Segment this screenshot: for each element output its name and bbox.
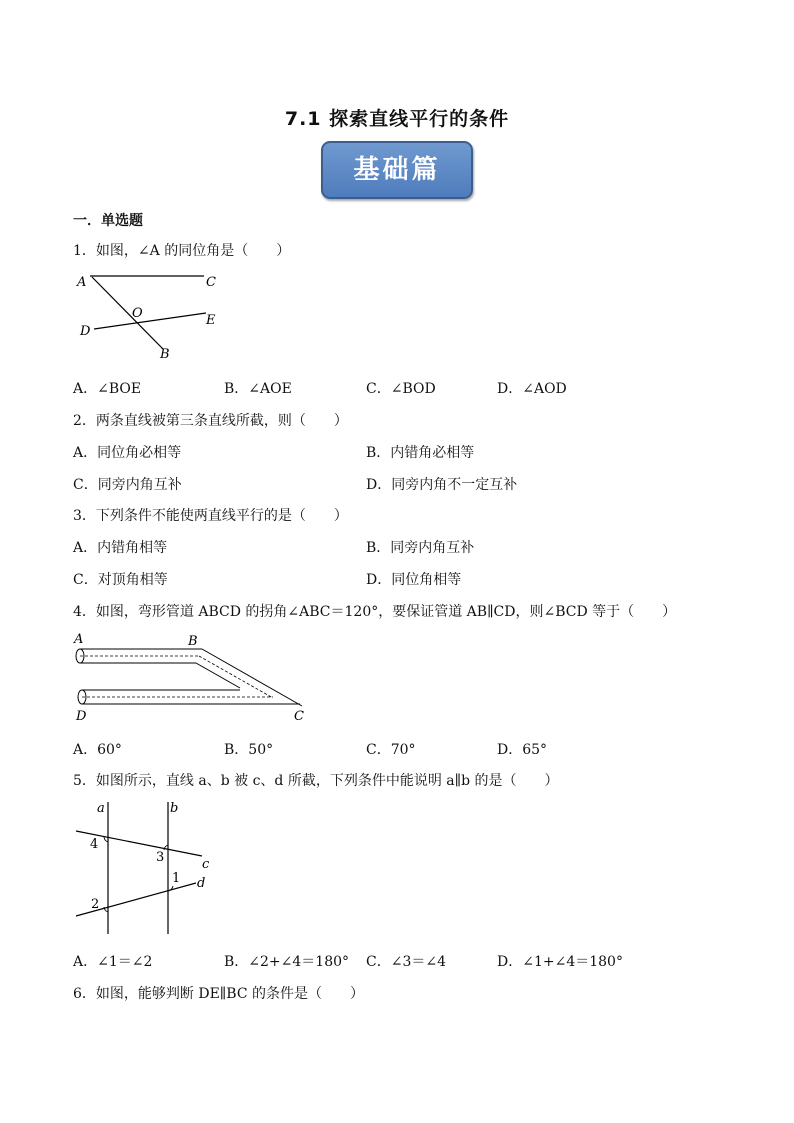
q1-option-d: D．∠AOD (497, 381, 567, 397)
q4-option-c: C．70° (366, 742, 416, 758)
q3-option-a: A．内错角相等 (73, 540, 168, 556)
label-angle-4: 4 (90, 837, 99, 852)
q2-option-a: A．同位角必相等 (73, 445, 182, 461)
question-1-stem: 1．如图，∠A 的同位角是（ ） (73, 243, 291, 259)
level-banner: 基础篇 (321, 141, 473, 199)
q1-option-a: A．∠BOE (73, 381, 142, 397)
q4-option-d: D．65° (497, 742, 548, 758)
q4-option-a: A．60° (73, 742, 122, 758)
question-5-stem: 5．如图所示，直线 a、b 被 c、d 所截，下列条件中能说明 a∥b 的是（ ） (73, 773, 559, 789)
q3-option-d: D．同位角相等 (366, 572, 462, 588)
label-angle-1: 1 (172, 871, 181, 886)
q5-option-b: B．∠2+∠4＝180° (224, 954, 350, 970)
label-d: d (197, 876, 206, 891)
label-c: C (206, 275, 216, 290)
label-b: b (170, 801, 179, 816)
q2-option-d: D．同旁内角不一定互补 (366, 477, 518, 493)
label-angle-3: 3 (156, 850, 165, 865)
label-angle-2: 2 (91, 897, 100, 912)
q2-option-b: B．内错角必相等 (366, 445, 475, 461)
label-d: D (76, 709, 87, 724)
page-title: 7.1 探索直线平行的条件 (284, 108, 510, 130)
label-a: a (97, 801, 105, 816)
q5-option-a: A．∠1＝∠2 (73, 954, 153, 970)
q5-option-d: D．∠1+∠4＝180° (497, 954, 623, 970)
label-d: D (80, 324, 91, 339)
line-ab (92, 277, 163, 349)
section-heading: 一．单选题 (73, 213, 143, 229)
label-c: C (294, 709, 304, 724)
q5-option-c: C．∠3＝∠4 (366, 954, 446, 970)
q3-option-c: C．对顶角相等 (73, 572, 168, 588)
label-o: O (132, 306, 143, 321)
question-1-figure (70, 268, 230, 364)
q1-option-b: B．∠AOE (224, 381, 292, 397)
q3-option-b: B．同旁内角互补 (366, 540, 475, 556)
q4-option-b: B．50° (224, 742, 274, 758)
question-4-stem: 4．如图，弯形管道 ABCD 的拐角∠ABC＝120°，要保证管道 AB∥CD，则∠BCD 等于（ ） (73, 604, 677, 620)
question-4-figure (68, 629, 318, 727)
label-a: A (74, 632, 84, 647)
question-6-stem: 6．如图，能够判断 DE∥BC 的条件是（ ） (73, 986, 364, 1002)
question-3-stem: 3．下列条件不能使两直线平行的是（ ） (73, 508, 348, 524)
question-2-stem: 2．两条直线被第三条直线所截，则（ ） (73, 413, 348, 429)
label-b: B (188, 634, 198, 649)
question-5-figure (70, 798, 220, 938)
q1-option-c: C．∠BOD (366, 381, 436, 397)
label-a: A (77, 275, 87, 290)
q2-option-c: C．同旁内角互补 (73, 477, 182, 493)
label-e: E (206, 313, 216, 328)
label-b: B (160, 347, 170, 362)
line-de (94, 313, 206, 329)
label-c: c (202, 857, 210, 872)
